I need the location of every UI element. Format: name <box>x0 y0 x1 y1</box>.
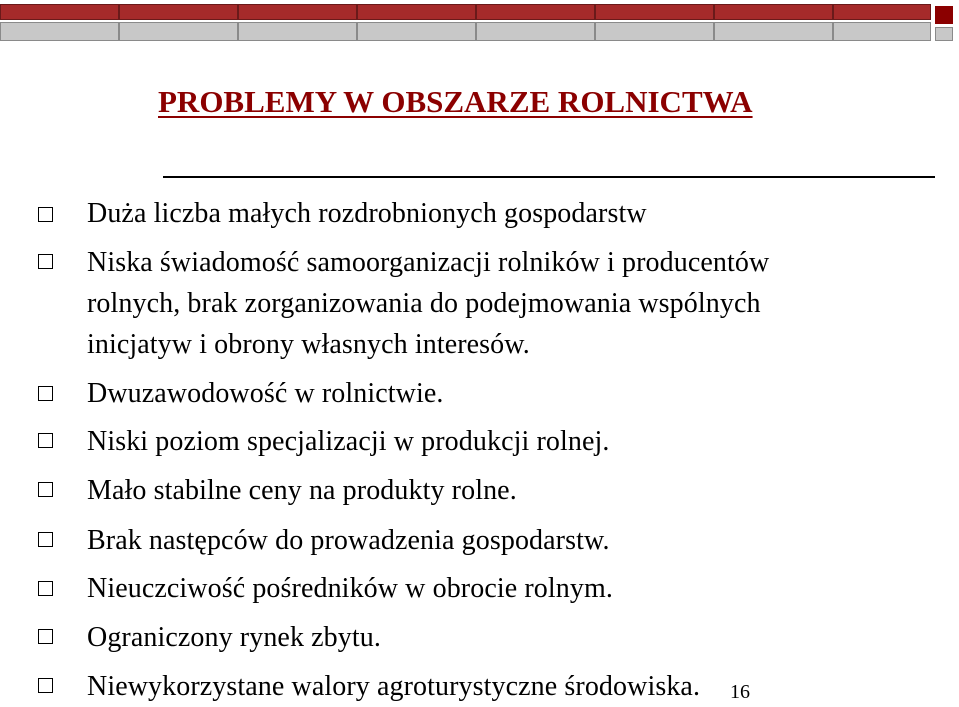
hollow-square-icon <box>38 386 53 401</box>
bullet-text: Duża liczba małych rozdrobnionych gospodarstw <box>87 198 647 229</box>
page-number: 16 <box>730 681 750 703</box>
bullet-text: Ograniczony rynek zbytu. <box>87 622 381 653</box>
slide-title: PROBLEMY W OBSZARZE ROLNICTWA <box>158 84 753 119</box>
bullet-text: Mało stabilne ceny na produkty rolne. <box>87 475 517 506</box>
hollow-square-icon <box>38 581 53 596</box>
hollow-square-icon <box>38 532 53 547</box>
hollow-square-icon <box>38 433 53 448</box>
bullet-text: rolnych, brak zorganizowania do podejmowania wspólnych <box>87 288 761 319</box>
hollow-square-icon <box>38 629 53 644</box>
bullet-text: Niska świadomość samoorganizacji rolników i producentów <box>87 247 770 278</box>
bullet-text: Nieuczciwość pośredników w obrocie rolnym. <box>87 573 613 604</box>
hollow-square-icon <box>38 678 53 693</box>
hollow-square-icon <box>38 254 53 269</box>
bullet-text: inicjatyw i obrony własnych interesów. <box>87 329 530 360</box>
bullet-text: Niski poziom specjalizacji w produkcji rolnej. <box>87 426 610 457</box>
bullet-text: Niewykorzystane walory agroturystyczne środowiska. <box>87 671 701 702</box>
bullet-text: Dwuzawodowość w rolnictwie. <box>87 378 444 409</box>
bullet-text: Brak następców do prowadzenia gospodarstw. <box>87 525 610 556</box>
hollow-square-icon <box>38 482 53 497</box>
hollow-square-icon <box>38 207 53 222</box>
